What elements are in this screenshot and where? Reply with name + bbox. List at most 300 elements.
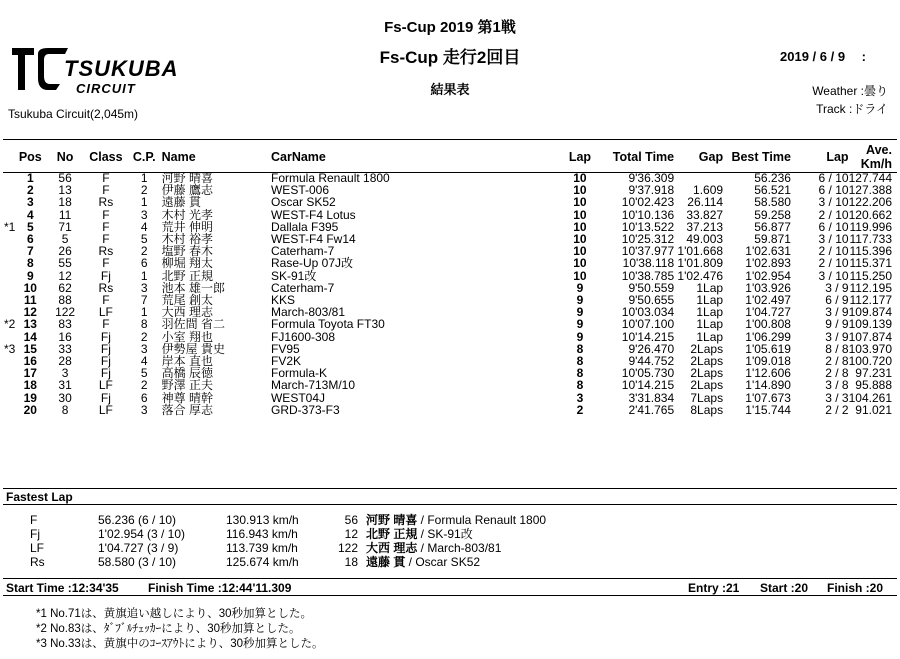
average-speed: 127.388: [848, 183, 892, 198]
penalty-mark: [0, 294, 15, 306]
average-speed: 112.177: [849, 293, 892, 308]
results-table: [0, 142, 900, 416]
weather-condition: Weather :曇り: [812, 84, 888, 98]
class: F: [102, 256, 110, 271]
fastest-lap-time: 58.580 (3 / 10): [98, 555, 177, 569]
average-speed: 97.231: [855, 366, 892, 381]
class-position: 6: [140, 256, 148, 271]
laps: 10: [573, 183, 587, 198]
best-time: 58.580: [754, 195, 791, 210]
class-position: 1: [140, 195, 148, 210]
penalty-note: *3 No.33は、黄旗中のｺｰｽｱｳﾄにより、30秒加算とした。: [36, 638, 324, 650]
laps: 10: [573, 219, 587, 234]
car-number: 11: [58, 207, 72, 222]
penalty-note: *1 No.71は、黄旗追い越しにより、30秒加算とした。: [36, 608, 313, 620]
average-speed: 115.371: [849, 256, 892, 271]
document-type: 結果表: [430, 82, 470, 97]
class-position: 1: [140, 268, 148, 283]
position: 20: [23, 402, 37, 417]
best-lap: 6 / 9: [825, 293, 849, 308]
gap: 2Laps: [690, 378, 724, 393]
fastest-lap-row: [30, 513, 598, 527]
gap: 1Lap: [696, 293, 724, 308]
best-lap: 9 / 9: [825, 317, 849, 332]
result-row: [0, 404, 900, 416]
class: Fj: [100, 390, 111, 405]
average-speed: 119.996: [849, 219, 892, 234]
gap: 1Lap: [696, 280, 724, 295]
best-lap: 6 / 10: [818, 219, 849, 234]
col-ave: Ave. Km/h: [860, 143, 892, 171]
car-number: 26: [58, 244, 72, 259]
car-name: WEST-006: [270, 183, 330, 198]
laps: 10: [573, 171, 587, 185]
laps: 10: [573, 256, 587, 271]
class: F: [102, 207, 110, 222]
fastest-lap-speed: 125.674 km/h: [226, 555, 299, 569]
car-name: March-713M/10: [270, 378, 356, 393]
car-number: 28: [58, 354, 72, 369]
penalty-mark: [0, 367, 15, 379]
position: 16: [23, 354, 37, 369]
divider: [3, 488, 897, 489]
penalty-mark: [0, 257, 15, 269]
col-name: Name: [161, 150, 196, 164]
car-number: 83: [58, 317, 72, 332]
fastest-lap-driver-car: [358, 541, 598, 555]
total-time: 10'25.312: [621, 232, 675, 247]
penalty-mark: [0, 270, 15, 282]
best-lap: 3 / 10: [818, 232, 849, 247]
result-row: [0, 379, 900, 391]
gap: 33.827: [686, 207, 724, 222]
position: 5: [26, 219, 34, 234]
average-speed: 107.874: [848, 329, 892, 344]
gap: 2Laps: [690, 366, 724, 381]
driver-name: 落合 厚志: [161, 402, 213, 417]
best-time: 1'04.727: [745, 305, 791, 320]
total-time: 2'41.765: [628, 402, 675, 417]
driver-name: 柳堀 翔太: [161, 256, 213, 271]
car-number: 12: [58, 268, 72, 283]
result-row: [0, 331, 900, 343]
fastest-lap-class: Rs: [30, 555, 45, 569]
best-time: 59.871: [754, 232, 791, 247]
svg-text:CIRCUIT: CIRCUIT: [76, 81, 136, 96]
penalty-note: *2 No.83は、ﾀﾞﾌﾞﾙﾁｪｯｶｰにより、30秒加算とした。: [36, 623, 301, 635]
penalty-mark: *3: [4, 341, 16, 356]
class-position: 2: [140, 244, 148, 259]
divider: [3, 139, 897, 140]
laps: 10: [573, 244, 587, 259]
result-row: [0, 257, 900, 269]
car-name: FV95: [270, 341, 300, 356]
best-lap: 3 / 10: [818, 268, 849, 283]
class: Rs: [98, 195, 114, 210]
finish-count: Finish :20: [827, 581, 884, 595]
col-cp: C.P.: [132, 150, 156, 164]
best-time: 1'02.631: [745, 244, 791, 259]
fastest-lap-driver: 大西 理志: [366, 541, 418, 555]
total-time: 10'03.034: [621, 305, 675, 320]
gap: 1'01.809: [677, 256, 724, 271]
laps: 8: [576, 378, 584, 393]
fastest-lap-class: Fj: [30, 527, 40, 541]
fastest-lap-table: [30, 513, 598, 569]
best-time: 1'12.606: [745, 366, 791, 381]
col-pos: Pos: [18, 150, 42, 164]
best-lap: 2 / 10: [818, 207, 849, 222]
best-time: 1'02.497: [745, 293, 791, 308]
fastest-lap-row: [30, 541, 598, 555]
position: 4: [26, 207, 34, 222]
penalty-mark: [0, 196, 15, 208]
fastest-lap-car: / SK-91改: [417, 527, 473, 541]
penalty-mark: [0, 245, 15, 257]
class-position: 4: [140, 354, 148, 369]
average-speed: 109.874: [848, 305, 892, 320]
total-time: 9'26.470: [628, 341, 675, 356]
driver-name: 伊藤 鷹志: [161, 183, 213, 198]
car-number: 3: [61, 366, 69, 381]
fastest-lap-speed: 116.943 km/h: [226, 527, 298, 541]
start-count: Start :20: [760, 581, 809, 595]
car-name: KKS: [270, 293, 295, 308]
total-time: 10'38.785: [621, 268, 675, 283]
best-time: 59.258: [754, 207, 791, 222]
total-time: 9'50.559: [628, 280, 675, 295]
position: 11: [23, 293, 37, 308]
gap: 37.213: [686, 219, 724, 234]
average-speed: 115.396: [849, 244, 892, 259]
fastest-lap-car: / Oscar SK52: [405, 555, 481, 569]
position: 7: [26, 244, 34, 259]
driver-name: 荒尾 創太: [161, 293, 213, 308]
car-number: 55: [58, 256, 72, 271]
col-best: Best Time: [731, 150, 791, 164]
class-position: 8: [140, 317, 148, 332]
driver-name: 北野 正規: [161, 268, 213, 283]
class: Rs: [98, 280, 114, 295]
class: Rs: [98, 244, 114, 259]
result-row: [0, 270, 900, 282]
laps: 9: [576, 317, 584, 332]
car-number: 31: [58, 378, 72, 393]
result-row: [0, 318, 900, 330]
best-time: 1'02.893: [745, 256, 791, 271]
class-position: 6: [140, 390, 148, 405]
driver-name: 木村 光孝: [161, 207, 213, 222]
gap: 1.609: [693, 183, 724, 198]
class: F: [102, 317, 110, 332]
fastest-lap-driver: 北野 正規: [366, 527, 418, 541]
class: LF: [98, 402, 113, 417]
driver-name: 岸本 直也: [161, 354, 213, 369]
car-name: Dallala F395: [270, 219, 339, 234]
best-time: 56.877: [754, 219, 791, 234]
car-name: Caterham-7: [270, 280, 335, 295]
result-row: [0, 209, 900, 221]
car-name: FV2K: [270, 354, 301, 369]
best-time: 1'02.954: [745, 268, 791, 283]
class-position: 3: [140, 341, 148, 356]
gap: 8Laps: [690, 402, 724, 417]
total-time: 9'44.752: [628, 354, 675, 369]
driver-name: 高橋 辰徳: [161, 366, 213, 381]
fastest-lap-driver: 河野 晴喜: [366, 513, 418, 527]
position: 10: [23, 280, 37, 295]
position: 15: [23, 341, 37, 356]
fastest-lap-class: LF: [30, 541, 45, 555]
total-time: 10'02.423: [621, 195, 675, 210]
car-number: 8: [61, 402, 69, 417]
class-position: 1: [140, 171, 148, 185]
best-time: 1'06.299: [745, 329, 791, 344]
car-name: WEST-F4 Fw14: [270, 232, 356, 247]
fastest-lap-car: / March-803/81: [417, 541, 502, 555]
driver-name: 塩野 春木: [161, 244, 213, 259]
position: 3: [26, 195, 34, 210]
position: 6: [26, 232, 34, 247]
fastest-lap-number: 12: [344, 527, 358, 541]
total-time: 10'07.100: [621, 317, 675, 332]
fastest-lap-time: 1'02.954 (3 / 10): [98, 527, 186, 541]
col-best-lap: Lap: [826, 150, 849, 164]
penalty-mark: [0, 355, 15, 367]
laps: 9: [576, 293, 584, 308]
best-lap: 2 / 2: [825, 402, 849, 417]
position: 17: [23, 366, 37, 381]
driver-name: 池本 雄一郎: [161, 280, 225, 295]
car-number: 56: [58, 171, 72, 185]
divider: [3, 595, 897, 596]
average-speed: 117.733: [849, 232, 892, 247]
col-no: No: [56, 150, 74, 164]
total-time: 10'05.730: [621, 366, 675, 381]
driver-name: 木村 裕孝: [161, 232, 213, 247]
position: 8: [26, 256, 34, 271]
best-lap: 2 / 8: [825, 366, 849, 381]
car-name: FJ1600-308: [270, 329, 336, 344]
class-position: 5: [140, 232, 148, 247]
entry-count: Entry :21: [688, 581, 740, 595]
col-class: Class: [89, 150, 123, 164]
penalty-mark: [0, 331, 15, 343]
car-number: 16: [58, 329, 72, 344]
total-time: 10'14.215: [621, 378, 675, 393]
best-lap: 3 / 9: [825, 329, 849, 344]
gap: 1Lap: [696, 305, 724, 320]
penalty-mark: [0, 404, 15, 416]
series-title: Fs-Cup 2019 第1戦: [384, 19, 516, 36]
driver-name: 伊勢屋 貴史: [161, 341, 225, 356]
class: F: [102, 232, 110, 247]
circuit-name: Tsukuba Circuit(2,045m): [8, 107, 139, 121]
penalty-mark: [0, 172, 15, 184]
class: Fj: [100, 366, 111, 381]
car-number: 71: [58, 219, 72, 234]
position: 19: [23, 390, 37, 405]
average-speed: 100.720: [848, 354, 892, 369]
svg-text:TSUKUBA: TSUKUBA: [64, 56, 179, 81]
driver-name: 遠藤 貫: [161, 195, 201, 210]
car-number: 62: [58, 280, 72, 295]
driver-name: 野澤 正夫: [161, 378, 213, 393]
class-position: 1: [140, 305, 148, 320]
laps: 8: [576, 354, 584, 369]
class-position: 2: [140, 183, 148, 198]
position: 1: [26, 171, 34, 185]
tsukuba-circuit-logo: [8, 44, 208, 101]
gap: 1'02.476: [677, 268, 724, 283]
best-lap: 3 / 3: [825, 390, 849, 405]
car-name: Rase-Up 07J改: [270, 256, 354, 271]
best-lap: 2 / 10: [818, 244, 849, 259]
class-position: 2: [140, 329, 148, 344]
car-number: 33: [58, 341, 72, 356]
class: LF: [98, 378, 113, 393]
fastest-lap-row: [30, 527, 598, 541]
position: 18: [23, 378, 37, 393]
class-position: 3: [140, 280, 148, 295]
fastest-lap-number: 122: [337, 541, 358, 555]
tc-logo-icon: [8, 44, 208, 98]
gap: 7Laps: [690, 390, 724, 405]
laps: 10: [573, 232, 587, 247]
best-time: 56.521: [754, 183, 791, 198]
best-lap: 3 / 9: [825, 305, 849, 320]
position: 12: [23, 305, 37, 320]
fastest-lap-driver-car: [358, 527, 598, 541]
class: F: [102, 293, 110, 308]
car-name: Formula Toyota FT30: [270, 317, 385, 332]
car-name: SK-91改: [270, 268, 317, 283]
class: Fj: [100, 268, 111, 283]
best-time: 1'00.808: [745, 317, 791, 332]
fastest-lap-number: 56: [344, 513, 358, 527]
gap: 2Laps: [690, 354, 724, 369]
track-condition: Track :ドライ: [816, 102, 888, 116]
penalty-mark: *1: [4, 219, 16, 234]
class: F: [102, 219, 110, 234]
driver-name: 羽佐間 省二: [161, 317, 225, 332]
average-speed: 115.250: [849, 268, 892, 283]
best-lap: 2 / 8: [825, 354, 849, 369]
car-name: WEST04J: [270, 390, 325, 405]
laps: 9: [576, 280, 584, 295]
penalty-mark: [0, 392, 15, 404]
best-time: 56.236: [754, 171, 791, 185]
class: Fj: [100, 329, 111, 344]
penalty-mark: [0, 209, 15, 221]
best-time: 1'09.018: [745, 354, 791, 369]
car-name: March-803/81: [270, 305, 346, 320]
fastest-lap-driver-car: [358, 555, 598, 569]
divider: [3, 504, 897, 505]
best-lap: 3 / 10: [818, 195, 849, 210]
best-lap: 8 / 8: [825, 341, 849, 356]
fastest-lap-class: F: [30, 513, 38, 527]
race-date: 2019 / 6 / 9 :: [780, 49, 866, 64]
average-speed: 109.139: [848, 317, 892, 332]
driver-name: 小室 翔也: [161, 329, 213, 344]
best-lap: 6 / 10: [818, 183, 849, 198]
laps: 10: [573, 195, 587, 210]
laps: 9: [576, 329, 584, 344]
total-time: 9'37.918: [628, 183, 675, 198]
fastest-lap-speed: 113.739 km/h: [226, 541, 298, 555]
average-speed: 122.206: [848, 195, 892, 210]
gap: 1'01.668: [677, 244, 724, 259]
fastest-lap-row: [30, 555, 598, 569]
position: 14: [23, 329, 37, 344]
total-time: 10'38.118: [622, 256, 675, 271]
laps: 3: [576, 390, 584, 405]
car-name: WEST-F4 Lotus: [270, 207, 356, 222]
laps: 10: [573, 268, 587, 283]
class: Fj: [100, 341, 111, 356]
car-name: Oscar SK52: [270, 195, 336, 210]
gap: 49.003: [686, 232, 724, 247]
fastest-lap-title: Fastest Lap: [6, 490, 73, 504]
results-header-row: [0, 142, 900, 172]
penalty-mark: [0, 379, 15, 391]
laps: 8: [576, 341, 584, 356]
driver-name: 大西 理志: [161, 305, 213, 320]
fastest-lap-driver: 遠藤 貫: [366, 555, 406, 569]
average-speed: 95.888: [855, 378, 892, 393]
car-name: Formula Renault 1800: [270, 171, 390, 185]
class-position: 2: [140, 378, 148, 393]
total-time: 10'13.522: [621, 219, 675, 234]
average-speed: 91.021: [855, 402, 892, 417]
class: F: [102, 183, 110, 198]
col-total: Total Time: [612, 150, 675, 164]
result-row: [0, 196, 900, 208]
laps: 2: [576, 402, 584, 417]
total-time: 9'50.655: [628, 293, 675, 308]
fastest-lap-time: 1'04.727 (3 / 9): [98, 541, 179, 555]
total-time: 10'37.977: [621, 244, 675, 259]
total-time: 10'14.215: [621, 329, 675, 344]
best-lap: 3 / 8: [825, 378, 849, 393]
average-speed: 120.662: [848, 207, 892, 222]
class: Fj: [100, 354, 111, 369]
gap: 1Lap: [696, 317, 724, 332]
col-car: CarName: [270, 150, 326, 164]
total-time: 10'10.136: [621, 207, 675, 222]
col-gap: Gap: [698, 150, 724, 164]
fastest-lap-driver-car: [358, 513, 598, 527]
start-time: Start Time :12:34'35: [6, 581, 119, 595]
best-time: 1'07.673: [745, 390, 791, 405]
penalty-mark: [0, 233, 15, 245]
driver-name: 河野 晴喜: [161, 171, 213, 185]
best-time: 1'14.890: [745, 378, 791, 393]
average-speed: 103.970: [848, 341, 892, 356]
fastest-lap-car: / Formula Renault 1800: [417, 513, 547, 527]
position: 2: [26, 183, 34, 198]
best-time: 1'03.926: [745, 280, 791, 295]
fastest-lap-speed: 130.913 km/h: [226, 513, 299, 527]
gap: 1Lap: [696, 329, 724, 344]
average-speed: 127.744: [848, 171, 892, 185]
car-number: 13: [58, 183, 72, 198]
class: F: [102, 171, 110, 185]
car-name: Formula-K: [270, 366, 327, 381]
penalty-mark: [0, 184, 15, 196]
laps: 9: [576, 305, 584, 320]
